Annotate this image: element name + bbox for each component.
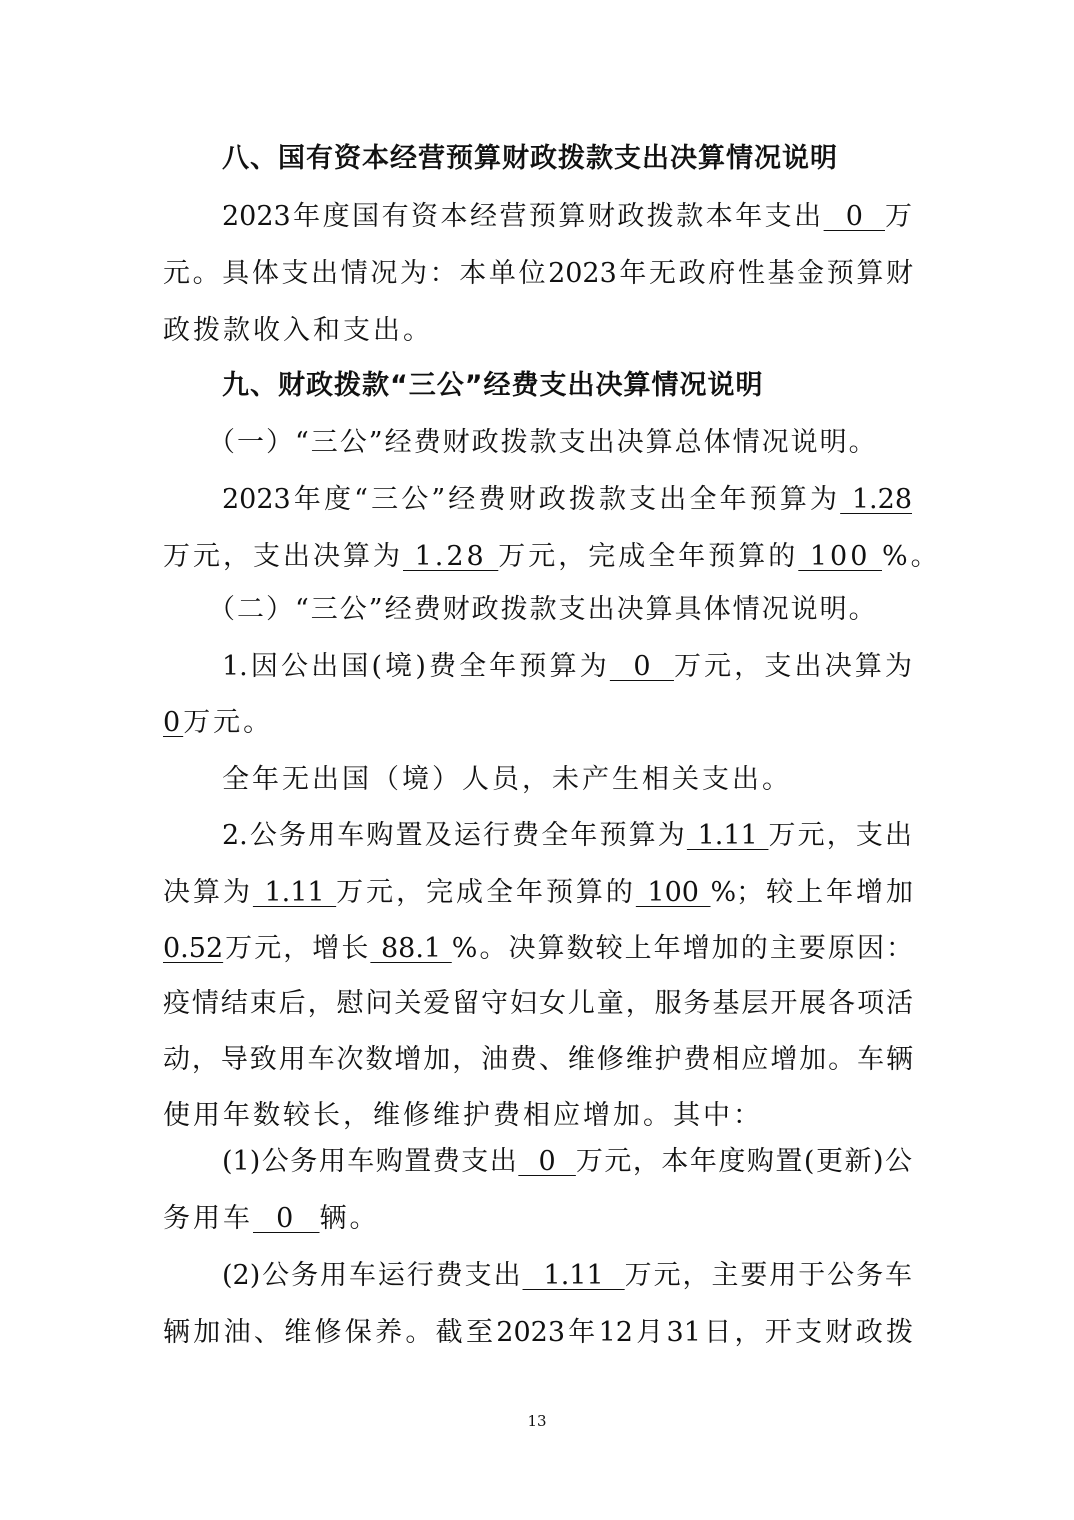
- item2-line-2: 决算为 1.11 万元，完成全年预算的 100 %；较上年增加: [163, 877, 914, 908]
- s9-p1-line-2: 万元，支出决算为 1.28 万元，完成全年预算的 100 %。: [163, 541, 941, 572]
- item2-increase-value: 0.52: [163, 933, 224, 964]
- item2-line-4: 疫情结束后，慰问关爱留守妇女儿童，服务基层开展各项活: [163, 988, 913, 1019]
- s9-total-completion-value: 100: [798, 541, 882, 572]
- item2-line-5: 动，导致用车次数增加，油费、维修维护费相应增加。车辆: [163, 1044, 913, 1075]
- item2-line-1: 2.公务用车购置及运行费全年预算为 1.11 万元，支出: [222, 820, 913, 851]
- sub-a-line-1: (1)公务用车购置费支出 0 万元，本年度购置(更新)公: [222, 1146, 912, 1177]
- item1-line-1: 1.因公出国(境)费全年预算为 0 万元，支出决算为: [222, 651, 912, 682]
- item2-growth-value: 88.1: [370, 933, 452, 964]
- item1-budget-value: 0: [609, 651, 674, 682]
- s9-total-budget-value: 1.28: [840, 484, 912, 515]
- s8-paragraph-line-3: 政拨款收入和支出。: [163, 315, 433, 346]
- s8-paragraph-line-2: 元。具体支出情况为：本单位2023年无政府性基金预算财: [163, 258, 913, 289]
- item2-actual-value: 1.11: [252, 877, 337, 908]
- sub-a-line-2: 务用车 0 辆。: [163, 1203, 380, 1234]
- item1-note: 全年无出国（境）人员，未产生相关支出。: [222, 764, 792, 795]
- page-number: 13: [527, 1412, 547, 1430]
- item2-line-3: 0.52万元，增长 88.1 %。决算数较上年增加的主要原因：: [163, 933, 914, 964]
- s9-subheading-1: （一）“三公”经费财政拨款支出决算总体情况说明。: [208, 427, 878, 458]
- sub-b-line-2: 辆加油、维修保养。截至2023年12月31日，开支财政拨: [163, 1317, 913, 1348]
- s8-paragraph-line-1: 2023年度国有资本经营预算财政拨款本年支出 0 万: [222, 201, 912, 232]
- section-9-heading: 九、财政拨款“三公”经费支出决算情况说明: [222, 370, 764, 401]
- sub-a-vehicle-count: 0: [253, 1203, 320, 1234]
- item2-completion-value: 100: [635, 877, 711, 908]
- sub-a-purchase-value: 0: [518, 1146, 576, 1177]
- item2-budget-value: 1.11: [686, 820, 769, 851]
- item1-line-2: 0万元。: [163, 707, 274, 738]
- s9-subheading-2: （二）“三公”经费财政拨款支出决算具体情况说明。: [208, 594, 878, 625]
- sub-b-line-1: (2)公务用车运行费支出 1.11 万元，主要用于公务车: [222, 1260, 913, 1291]
- s9-p1-line-1: 2023年度“三公”经费财政拨款支出全年预算为 1.28: [222, 484, 912, 515]
- sub-b-operating-value: 1.11: [522, 1260, 625, 1291]
- section-8-heading: 八、国有资本经营预算财政拨款支出决算情况说明: [222, 143, 838, 174]
- s8-expense-value: 0: [823, 201, 885, 232]
- s9-total-actual-value: 1.28: [403, 541, 499, 572]
- item1-actual-value: 0: [163, 707, 184, 738]
- item2-line-6: 使用年数较长，维修维护费相应增加。其中：: [163, 1100, 763, 1131]
